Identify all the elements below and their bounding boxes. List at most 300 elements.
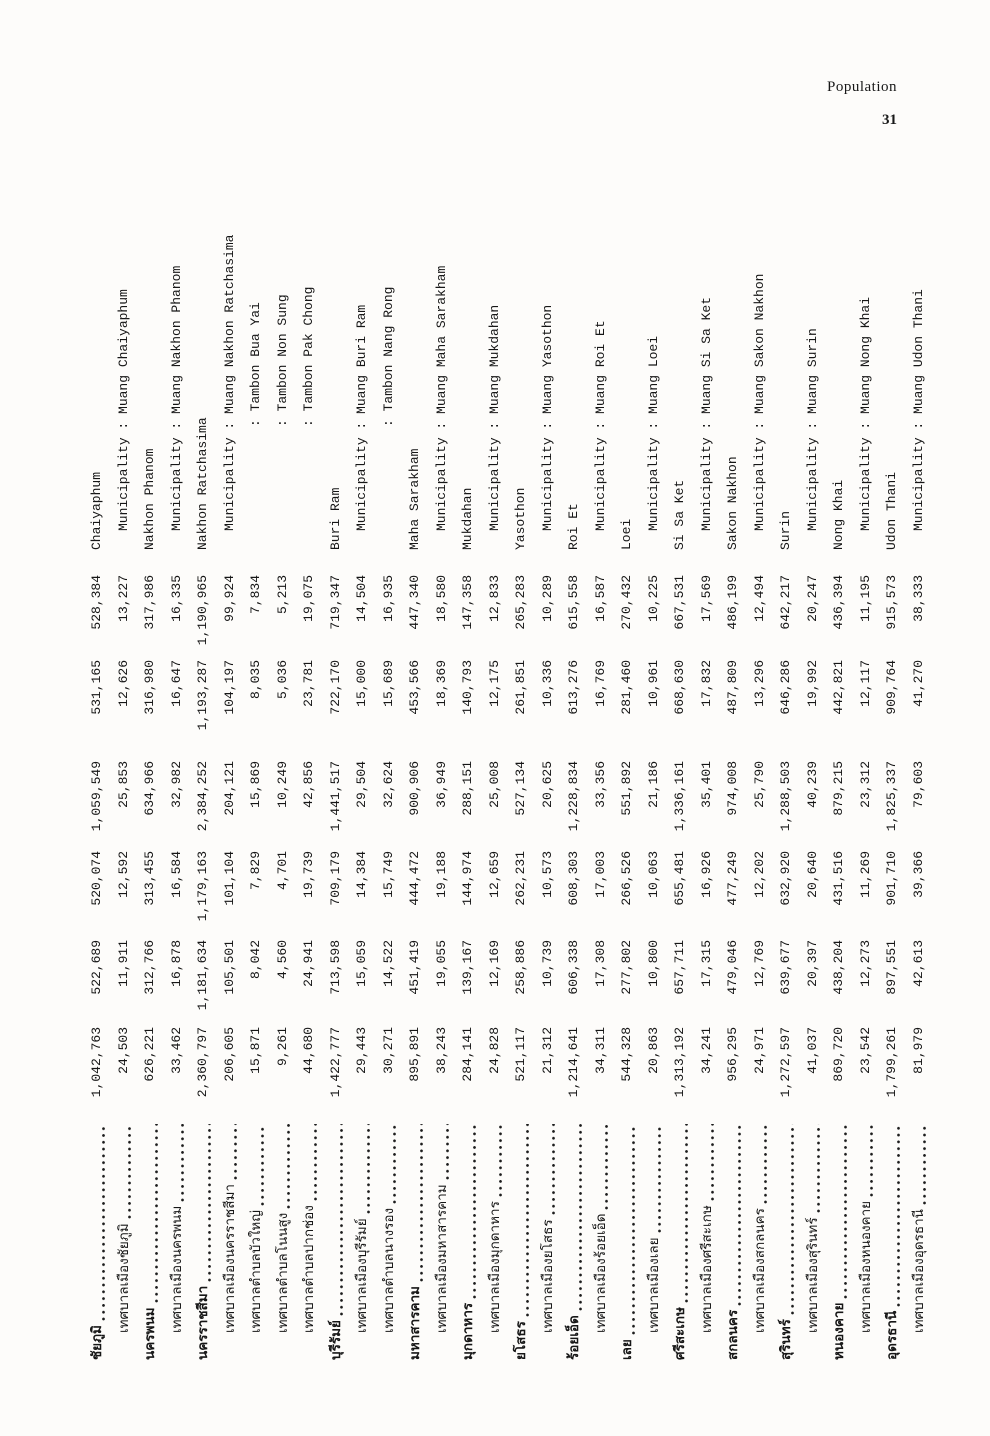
population-value: 81,979 [910,1027,926,1074]
row-name-cell [853,1120,880,1436]
population-value: 17,315 [698,940,714,987]
population-value: 646,286 [778,660,793,715]
population-value: 606,338 [566,940,581,995]
population-value: 10,336 [539,660,555,707]
dot-leader [844,1124,847,1299]
population-value: 29,504 [354,761,369,808]
population-value: 41,270 [910,660,926,707]
population-value: 909,764 [884,660,899,715]
population-value: 521,117 [513,1027,528,1082]
population-value: 34,241 [698,1027,714,1074]
population-value: 20,397 [804,940,820,987]
thai-name: เทศบาลเมืองหนองคาย [857,1200,873,1333]
population-value: 1,441,517 [327,761,343,832]
page-number: 31 [882,112,897,128]
row-name-cell [588,1120,615,1436]
population-value: 5,213 [274,575,290,615]
table-row [508,0,535,1436]
population-value: 12,769 [751,940,767,987]
population-value: 879,215 [831,761,846,816]
population-value: 101,104 [221,851,237,906]
thai-name: เลย [619,1339,634,1360]
dot-leader [102,1124,105,1321]
population-value: 16,335 [168,575,184,622]
population-value: 10,800 [645,940,661,987]
thai-name: สกลนคร [725,1309,740,1360]
population-value: 453,566 [407,660,422,715]
thai-name: สุรินทร์ [778,1319,793,1360]
population-value: 32,624 [380,761,396,808]
population-value: 266,526 [619,851,634,906]
thai-name: ร้อยเอ็ด [566,1315,581,1360]
population-value: 1,042,763 [89,1027,104,1098]
table-row [614,0,641,1436]
row-name-cell [190,1120,217,1436]
population-value: 915,573 [884,575,899,630]
population-value: 655,481 [672,851,687,906]
thai-name: เทศบาลเมืองอุดรธานี [910,1209,926,1333]
population-value: 15,749 [380,851,396,898]
english-name: Surin [778,510,793,550]
population-value: 722,170 [327,660,343,715]
population-value: 105,501 [221,940,237,995]
population-value: 8,042 [248,940,263,980]
thai-name: เทศบาลเมืองสุรินทร์ [804,1217,820,1333]
row-name-cell [508,1120,535,1436]
english-name: Municipality : Muang Sakon Nakhon [751,273,767,531]
table-row [747,0,774,1436]
population-value: 39,366 [910,851,926,898]
population-value: 204,121 [221,761,237,816]
population-value: 2,360,797 [195,1027,210,1098]
english-name: Chaiyaphum [89,471,104,550]
dot-leader [181,1124,184,1202]
dot-leader [579,1124,582,1311]
population-table-rows [84,0,932,1436]
population-value: 262,231 [513,851,528,906]
population-value: 40,239 [804,761,820,808]
english-name: Nakhon Phanom [142,448,157,550]
row-name-cell [402,1120,429,1436]
population-value: 19,739 [301,851,316,898]
row-name-cell [906,1120,933,1436]
row-name-cell [270,1120,297,1436]
population-value: 657,711 [672,940,687,995]
population-value: 7,829 [248,851,263,891]
thai-name: อุดรธานี [884,1310,899,1360]
population-value: 23,781 [301,660,316,707]
population-value: 42,856 [301,761,316,808]
population-value: 24,503 [115,1027,131,1074]
population-value: 19,188 [433,851,449,898]
thai-name: มุกดาหาร [460,1302,475,1360]
population-value: 79,603 [910,761,926,808]
row-name-cell [720,1120,747,1436]
population-value: 10,249 [274,761,290,808]
population-value: 281,460 [619,660,634,715]
population-value: 11,195 [857,575,873,622]
population-value: 901,710 [884,851,899,906]
english-name: Udon Thani [884,471,899,550]
dot-leader [685,1124,688,1303]
thai-name: มหาสารคาม [407,1286,422,1360]
population-value: 528,384 [89,575,104,630]
population-value: 21,312 [539,1027,555,1074]
table-row [137,0,164,1436]
population-value: 1,799,261 [884,1027,899,1098]
row-name-cell [667,1120,694,1436]
population-value: 447,340 [407,575,422,630]
table-row [217,0,244,1436]
population-value: 10,289 [539,575,555,622]
population-value: 20,640 [804,851,820,898]
row-name-cell [694,1120,721,1436]
thai-name: เทศบาลเมืองนครพนม [168,1205,184,1333]
population-value: 16,935 [380,575,396,622]
row-name-cell [535,1120,562,1436]
population-value: 11,911 [115,940,131,987]
row-name-cell [84,1120,111,1436]
table-row [561,0,588,1436]
row-name-cell [217,1120,244,1436]
population-value: 1,336,161 [672,761,687,832]
population-value: 632,920 [778,851,793,906]
dot-leader [499,1124,502,1197]
population-value: 19,992 [804,660,820,707]
population-value: 12,175 [486,660,502,707]
population-value: 16,647 [168,660,184,707]
english-name: Roi Et [566,503,581,550]
dot-leader [446,1124,449,1180]
population-value: 642,217 [778,575,793,630]
population-value: 626,221 [142,1027,157,1082]
population-value: 14,504 [354,575,369,622]
english-name: Buri Ram [327,487,343,550]
population-value: 436,394 [831,575,846,630]
english-name: Municipality : Muang Loei [645,335,661,531]
english-name: : Tambon Pak Chong [301,286,316,427]
population-value: 20,247 [804,575,820,622]
population-value: 442,821 [831,660,846,715]
population-value: 1,272,597 [778,1027,793,1098]
population-value: 4,560 [274,940,290,980]
population-value: 10,063 [645,851,661,898]
population-value: 15,000 [354,660,369,707]
population-value: 522,689 [89,940,104,995]
population-value: 1,190,965 [195,575,210,646]
dot-leader [658,1124,661,1233]
table-row [720,0,747,1436]
table-row [270,0,297,1436]
table-row [879,0,906,1436]
table-row [667,0,694,1436]
thai-name: เทศบาลเมืองเลย [645,1237,661,1333]
table-row [376,0,403,1436]
population-value: 897,551 [884,940,899,995]
english-name: : Tambon Nang Rong [380,286,396,427]
thai-name: เทศบาลเมืองยโสธร [539,1219,555,1333]
population-value: 25,790 [751,761,767,808]
population-value: 608,303 [566,851,581,906]
population-value: 25,008 [486,761,502,808]
row-name-cell [164,1120,191,1436]
dot-leader [393,1124,396,1204]
thai-name: เทศบาลเมืองบุรีรัมย์ [354,1218,369,1333]
table-row [296,0,323,1436]
dot-leader [552,1124,555,1215]
population-value: 24,941 [301,940,316,987]
english-name: Nong Khai [831,479,846,550]
population-value: 12,117 [857,660,873,707]
population-value: 5,036 [274,660,290,700]
row-name-cell [455,1120,482,1436]
table-row [826,0,853,1436]
population-value: 956,295 [725,1027,740,1082]
thai-name: เทศบาลเมืองศรีสะเกษ [698,1205,714,1333]
population-value: 10,225 [645,575,661,622]
row-name-cell [349,1120,376,1436]
population-value: 15,869 [248,761,263,808]
thai-name: บุรีรัมย์ [327,1320,343,1360]
population-value: 23,312 [857,761,873,808]
row-name-cell [296,1120,323,1436]
table-row [906,0,933,1436]
english-name: Municipality : Muang Chaiyaphum [115,289,131,531]
dot-leader [923,1124,926,1205]
population-value: 24,828 [486,1027,502,1074]
dot-leader [817,1124,820,1213]
table-row [323,0,350,1436]
population-value: 41,037 [804,1027,820,1074]
dot-leader [791,1124,794,1315]
thai-name: เทศบาลตำบลโนนสูง [274,1212,290,1333]
table-row [243,0,270,1436]
population-value: 486,199 [725,575,740,630]
thai-name: ชัยภูมิ [89,1325,104,1360]
table-row [800,0,827,1436]
population-value: 277,802 [619,940,634,995]
population-value: 16,769 [592,660,608,707]
dot-leader [128,1124,131,1219]
population-value: 32,982 [168,761,184,808]
dot-leader [208,1124,211,1282]
row-name-cell [773,1120,800,1436]
population-value: 895,891 [407,1027,422,1082]
population-value: 668,630 [672,660,687,715]
population-value: 38,333 [910,575,926,622]
table-row [694,0,721,1436]
population-value: 15,689 [380,660,396,707]
english-name: Loei [619,518,634,550]
thai-name: นครราชสีมา [195,1285,210,1360]
population-value: 36,949 [433,761,449,808]
population-value: 18,580 [433,575,449,622]
population-value: 23,542 [857,1027,873,1074]
population-value: 479,046 [725,940,740,995]
population-value: 17,003 [592,851,608,898]
population-value: 147,358 [460,575,475,630]
population-value: 13,227 [115,575,131,622]
table-row [641,0,668,1436]
dot-leader [870,1124,873,1197]
population-value: 33,356 [592,761,608,808]
population-value: 531,165 [89,660,104,715]
thai-name: เทศบาลตำบลบัวใหญ่ [248,1210,263,1333]
population-value: 312,766 [142,940,157,995]
dot-leader [420,1124,423,1282]
row-name-cell [747,1120,774,1436]
population-value: 99,924 [221,575,237,622]
population-value: 288,151 [460,761,475,816]
population-value: 1,228,834 [566,761,581,832]
population-value: 431,516 [831,851,846,906]
population-value: 477,249 [725,851,740,906]
population-value: 719,347 [327,575,343,630]
population-value: 144,974 [460,851,475,906]
thai-name: หนองคาย [831,1302,846,1360]
population-value: 615,558 [566,575,581,630]
thai-name: ยโสธร [513,1321,528,1360]
english-name: Municipality : Muang Udon Thani [910,289,926,531]
population-value: 313,455 [142,851,157,906]
population-value: 12,202 [751,851,767,898]
table-row [482,0,509,1436]
population-value: 17,832 [698,660,714,707]
english-name: Municipality : Muang Buri Ram [354,304,369,531]
dot-leader [340,1124,343,1316]
population-value: 24,971 [751,1027,767,1074]
population-value: 11,269 [857,851,873,898]
table-row [773,0,800,1436]
population-value: 12,169 [486,940,502,987]
row-name-cell [614,1120,641,1436]
population-value: 21,186 [645,761,661,808]
population-value: 270,432 [619,575,634,630]
population-value: 17,308 [592,940,608,987]
thai-name: เทศบาลเมืองนครราชสีมา [221,1184,237,1333]
thai-name: เทศบาลเมืองมุกดาหาร [486,1201,502,1333]
population-value: 258,886 [513,940,528,995]
english-name: Municipality : Muang Si Sa Ket [698,296,714,531]
population-value: 25,853 [115,761,131,808]
population-value: 551,892 [619,761,634,816]
population-value: 34,311 [592,1027,608,1074]
population-value: 613,276 [566,660,581,715]
population-value: 713,598 [327,940,343,995]
population-value: 1,825,337 [884,761,899,832]
population-value: 639,677 [778,940,793,995]
population-value: 1,422,777 [327,1027,343,1098]
population-value: 12,833 [486,575,502,622]
population-value: 16,878 [168,940,184,987]
thai-name: เทศบาลเมืองสกลนคร [751,1208,767,1333]
row-name-cell [243,1120,270,1436]
table-row [190,0,217,1436]
english-name: Municipality : Muang Nakhon Phanom [168,265,184,531]
table-row [588,0,615,1436]
population-value: 265,283 [513,575,528,630]
population-value: 900,906 [407,761,422,816]
dot-leader [897,1124,900,1307]
population-value: 261,851 [513,660,528,715]
population-value: 19,055 [433,940,449,987]
population-value: 44,680 [301,1027,316,1074]
population-value: 15,871 [248,1027,263,1074]
population-value: 10,961 [645,660,661,707]
row-name-cell [482,1120,509,1436]
population-value: 520,074 [89,851,104,906]
population-value: 16,587 [592,575,608,622]
dot-leader [367,1124,370,1214]
population-value: 284,141 [460,1027,475,1082]
english-name: Sakon Nakhon [725,456,740,550]
population-value: 19,075 [301,575,316,622]
population-value: 15,059 [354,940,369,987]
population-value: 20,625 [539,761,555,808]
dot-leader [287,1124,290,1209]
english-name: Maha Sarakham [407,448,422,550]
row-name-cell [561,1120,588,1436]
population-value: 35,401 [698,761,714,808]
population-value: 140,793 [460,660,475,715]
english-name: Si Sa Ket [672,479,687,550]
english-name: Municipality : Muang Yasothon [539,304,555,531]
english-name: Nakhon Ratchasima [195,417,210,550]
population-value: 139,167 [460,940,475,995]
population-value: 4,701 [274,851,290,891]
table-row [535,0,562,1436]
population-value: 20,863 [645,1027,661,1074]
english-name: Municipality : Muang Nong Khai [857,296,873,531]
population-value: 17,569 [698,575,714,622]
table-row [164,0,191,1436]
row-name-cell [800,1120,827,1436]
row-name-cell [826,1120,853,1436]
population-value: 9,261 [274,1027,290,1067]
population-value: 206,605 [221,1027,237,1082]
population-value: 10,573 [539,851,555,898]
thai-name: เทศบาลเมืองชัยภูมิ [115,1223,131,1333]
population-value: 2,384,252 [195,761,210,832]
population-value: 869,720 [831,1027,846,1082]
english-name: : Tambon Non Sung [274,294,290,427]
population-value: 974,008 [725,761,740,816]
row-name-cell [641,1120,668,1436]
dot-leader [526,1124,529,1317]
english-name: : Tambon Bua Yai [248,302,263,427]
thai-name: นครพนม [142,1307,157,1360]
population-value: 1,179,163 [195,851,210,922]
population-value: 12,494 [751,575,767,622]
english-name: Municipality : Muang Surin [804,328,820,531]
table-row [853,0,880,1436]
population-value: 1,181,634 [195,940,210,1011]
population-value: 544,328 [619,1027,634,1082]
population-value: 10,739 [539,940,555,987]
population-value: 8,035 [248,660,263,700]
population-value: 14,384 [354,851,369,898]
dot-leader [605,1124,608,1210]
population-value: 451,419 [407,940,422,995]
population-value: 7,834 [248,575,263,615]
dot-leader [632,1124,635,1335]
row-name-cell [376,1120,403,1436]
population-value: 527,134 [513,761,528,816]
population-value: 16,584 [168,851,184,898]
population-value: 16,926 [698,851,714,898]
row-name-cell [429,1120,456,1436]
english-name: Municipality : Muang Mukdahan [486,304,502,531]
